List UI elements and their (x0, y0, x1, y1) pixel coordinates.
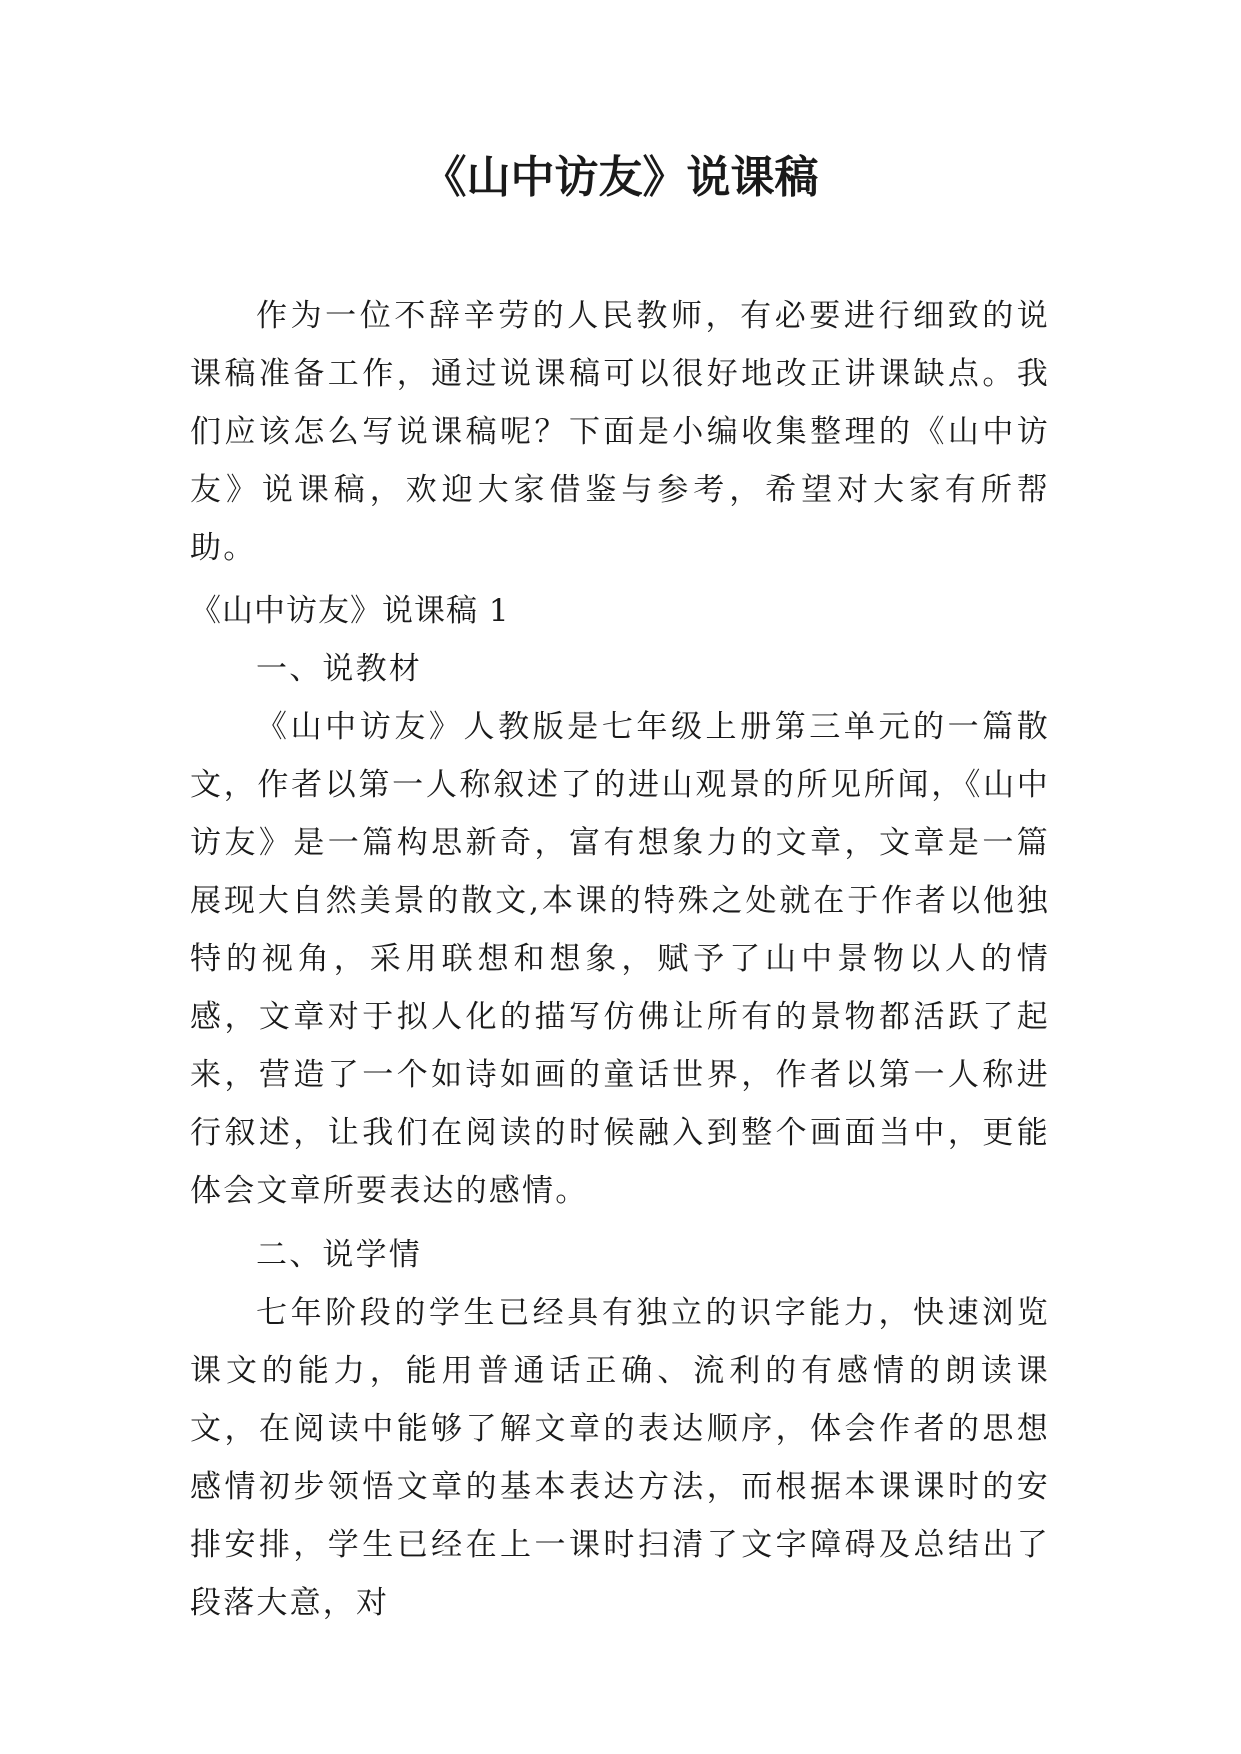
section-heading: 《山中访友》说课稿 1 (190, 593, 510, 629)
document-title: 《山中访友》说课稿 (422, 152, 819, 203)
subsection-title-students: 二、说学情 (256, 1237, 422, 1273)
intro-paragraph: 作为一位不辞辛劳的人民教师，有必要进行细致的说课稿准备工作，通过说课稿可以很好地改正讲课缺点。我们应该怎么写说课稿呢？下面是小编收集整理的《山中访友》说课稿，欢迎大家借鉴与参考，希望对大家有所帮助。 (190, 298, 1050, 566)
textbook-paragraph: 《山中访友》人教版是七年级上册第三单元的一篇散文，作者以第一人称叙述了的进山观景的所见所闻，《山中访友》是一篇构思新奇，富有想象力的文章，文章是一篇展现大自然美景的散文,本课的特殊之处就在于作者以他独特的视角，采用联想和想象，赋予了山中景物以人的情感，文章对于拟人化的描写仿佛让所有的景物都活跃了起来，营造了一个如诗如画的童话世界，作者以第一人称进行叙述，让我们在阅读的时候融入到整个画面当中，更能体会文章所要表达的感情。 (190, 709, 1050, 1209)
students-paragraph: 七年阶段的学生已经具有独立的识字能力，快速浏览课文的能力，能用普通话正确、流利的有感情的朗读课文，在阅读中能够了解文章的表达顺序，体会作者的思想感情初步领悟文章的基本表达方法，而根据本课课时的安排安排，学生已经在上一课时扫清了文字障碍及总结出了段落大意，对 (190, 1295, 1050, 1621)
subsection-title-textbook: 一、说教材 (256, 651, 422, 687)
